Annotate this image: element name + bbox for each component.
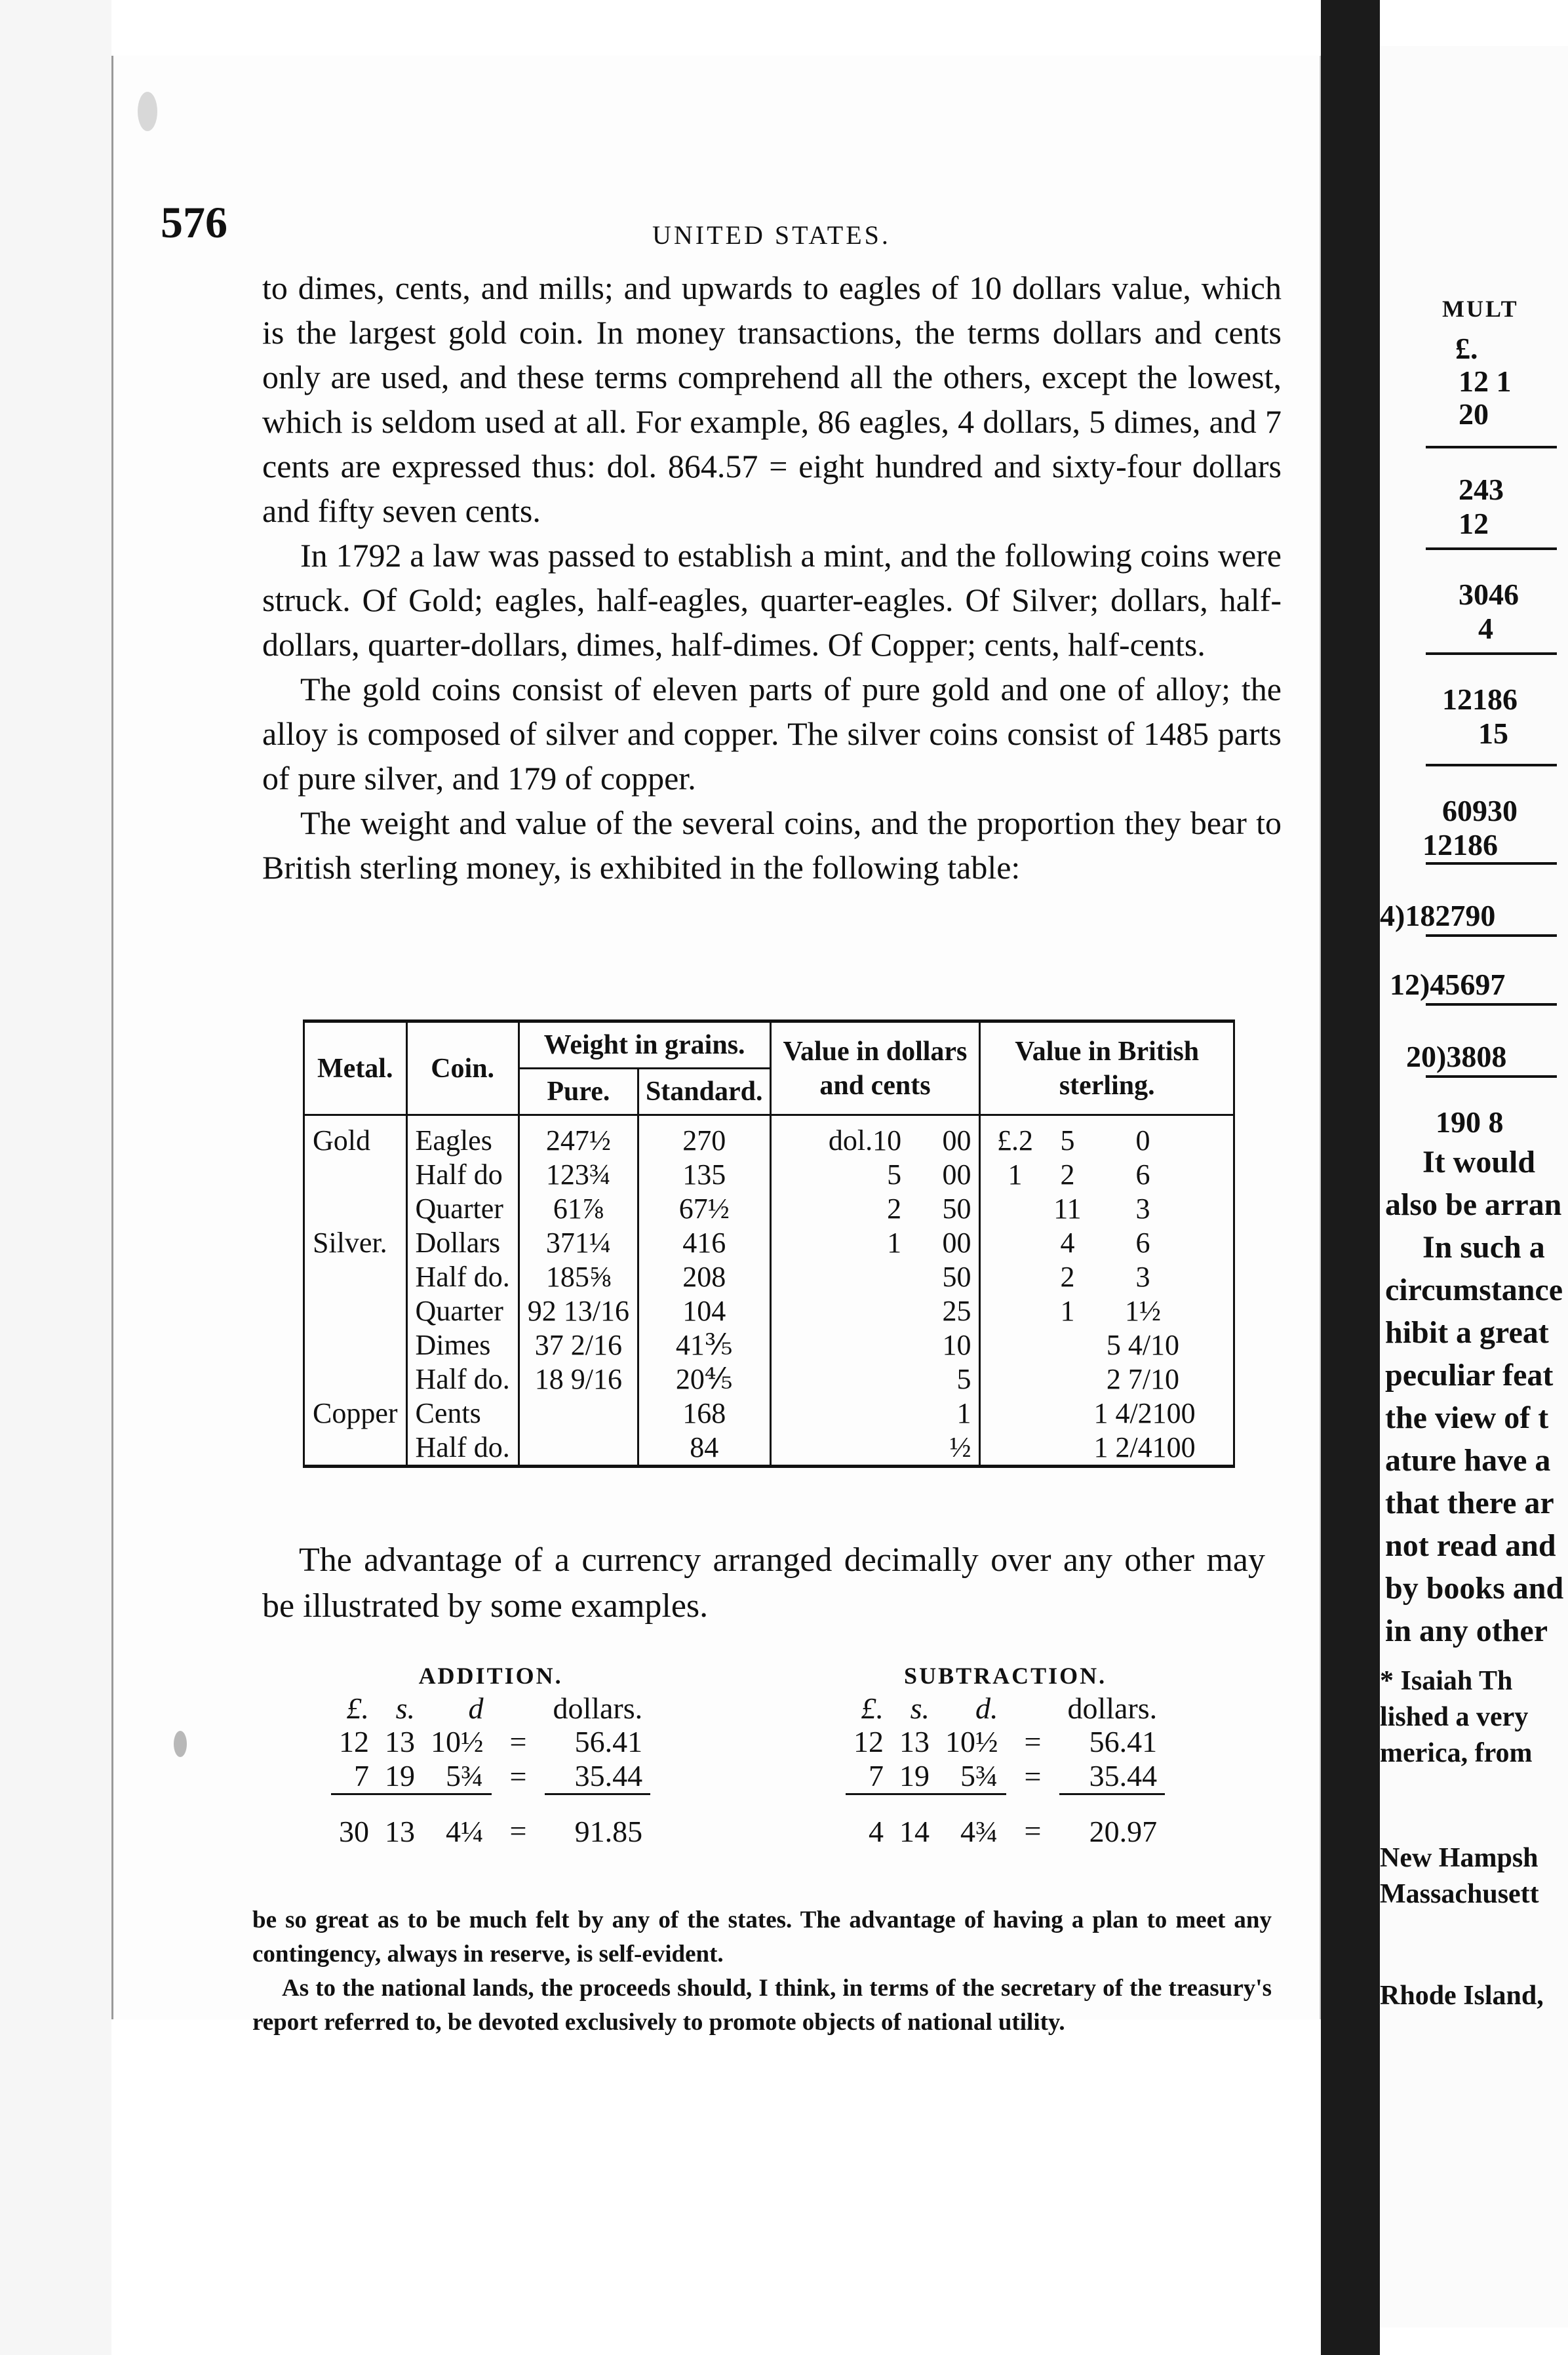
cell-pure: 37 2/16 [519, 1328, 638, 1362]
page-blemish [174, 1731, 187, 1757]
calculation-line: £. [1455, 332, 1478, 365]
cell-coin: Quarter [406, 1192, 519, 1226]
book-gutter [1321, 0, 1380, 2355]
coin-table-body [304, 1115, 1234, 1467]
sterling-pence: 5 4/10 [1106, 1329, 1180, 1361]
cell-coin: Cents [406, 1396, 519, 1431]
coin-row [304, 1158, 1234, 1192]
cell-dollars [770, 1192, 909, 1226]
footnote-text [252, 1903, 1272, 2040]
cell-metal: Silver. [304, 1226, 407, 1260]
sterling-pence: 1 2/4100 [1093, 1431, 1196, 1463]
cell-pure: 185⅝ [519, 1260, 638, 1294]
cell-sterling [980, 1115, 1234, 1158]
cell-standard: 20⅘ [638, 1362, 770, 1396]
unit: £. [861, 1692, 884, 1725]
facing-text-line: in any other [1385, 1613, 1548, 1648]
shillings: 13 [385, 1725, 415, 1758]
facing-text-line: peculiar feat [1385, 1358, 1554, 1393]
cell-sterling [980, 1192, 1234, 1226]
calculation-line: 3046 [1459, 578, 1519, 611]
unit: d [468, 1692, 484, 1725]
unit [492, 1692, 545, 1725]
calculation-line: 20)3808 [1406, 1040, 1507, 1073]
paragraph: The gold coins consist of eleven parts of pure gold and one of alloy; the alloy is composed of silver and copper. The silver coins consist of 1485 parts of pure silver, and 179 of copper. [262, 671, 1282, 797]
coin-table-grid [303, 1019, 1235, 1468]
cell-dollars [770, 1431, 909, 1467]
cell-metal [304, 1192, 407, 1226]
unit: dollars. [1067, 1692, 1158, 1725]
cell-cents: 00 [909, 1226, 980, 1260]
calculation-line: 15 [1478, 717, 1508, 750]
sterling-pounds: £.2 [996, 1124, 1033, 1157]
dollars: 35.44 [545, 1759, 650, 1794]
equals: = [1024, 1759, 1042, 1793]
pounds: 12 [853, 1725, 884, 1758]
cell-pure [519, 1431, 638, 1467]
cell-metal [304, 1362, 407, 1396]
sterling-pence: 3 [1135, 1261, 1150, 1293]
body-text [262, 266, 1282, 890]
unit: £. [346, 1692, 369, 1725]
calculation-line: 20 [1459, 397, 1489, 431]
facing-text-line: merica, from [1380, 1738, 1533, 1768]
dol-prefix: dol. [828, 1124, 873, 1157]
cell-sterling [980, 1226, 1234, 1260]
calculation-line: 12)45697 [1390, 968, 1506, 1001]
coin-row [304, 1192, 1234, 1226]
pounds-total: 30 [339, 1815, 369, 1848]
header-pure: Pure. [519, 1069, 638, 1115]
page-number: 576 [161, 197, 227, 247]
cell-pure: 61⅞ [519, 1192, 638, 1226]
subtraction-example [846, 1662, 1165, 1849]
facing-text-line: lished a very [1380, 1702, 1529, 1732]
equals: = [1024, 1725, 1042, 1758]
dollars: 56.41 [574, 1725, 643, 1758]
pence-total: 4¾ [960, 1815, 998, 1848]
page-blemish [138, 92, 157, 131]
calculation-line: 12186 [1442, 683, 1518, 716]
facing-text-line: Massachusett [1380, 1879, 1539, 1909]
cell-dollars [770, 1328, 909, 1362]
cell-cents: 1 [909, 1396, 980, 1431]
cell-standard: 135 [638, 1158, 770, 1192]
coin-row [304, 1431, 1234, 1467]
equals: = [1024, 1814, 1042, 1848]
calculation-line: 4 [1478, 612, 1493, 645]
header-coin: Coin. [406, 1021, 519, 1115]
cell-coin: Quarter [406, 1294, 519, 1328]
sterling-shillings: 11 [1053, 1193, 1082, 1225]
calculation-line: 12 1 [1459, 365, 1512, 398]
addition-table [331, 1692, 650, 1849]
pence-total: 4¼ [446, 1815, 484, 1848]
cell-pure [519, 1396, 638, 1431]
facing-text-line: that there ar [1385, 1486, 1554, 1520]
cell-metal [304, 1328, 407, 1362]
coin-row [304, 1362, 1234, 1396]
equals: = [509, 1759, 527, 1793]
sterling-pounds: 1 [1008, 1158, 1023, 1191]
footnote-paragraph: be so great as to be much felt by any of the states. The advantage of having a plan to meet any contingency, always in reserve, is self-evident. [252, 1907, 1272, 1968]
paragraph: The weight and value of the several coins, and the proportion they bear to British sterling money, is exhibited in the following table: [262, 804, 1282, 886]
cell-sterling [980, 1158, 1234, 1192]
calculation-line: 4)182790 [1380, 899, 1496, 932]
cell-metal: Gold [304, 1115, 407, 1158]
pence: 10½ [945, 1725, 998, 1758]
header-value-british: Value in British sterling. [980, 1021, 1234, 1115]
sterling-pence: 3 [1135, 1193, 1150, 1225]
subtraction-table [846, 1692, 1165, 1849]
coin-table [303, 1019, 1235, 1468]
cell-dollars [770, 1362, 909, 1396]
pounds: 7 [846, 1759, 892, 1794]
calculation-rule [1426, 862, 1557, 865]
cell-coin: Half do [406, 1158, 519, 1192]
sterling-shillings: 4 [1060, 1227, 1075, 1259]
calculation-rule [1426, 1075, 1557, 1078]
facing-text-line: the view of t [1385, 1400, 1549, 1435]
cell-coin: Half do. [406, 1362, 519, 1396]
paragraph: In 1792 a law was passed to establish a mint, and the following coins were struck. Of Gold; eagles, half-eagles, quarter-eagles. Of Silver; dollars, half-dollars, quarter-dollars, dimes, half-dimes. Of Copper; cents, half-cents. [262, 537, 1282, 663]
cell-pure: 92 13/16 [519, 1294, 638, 1328]
closing-paragraph [262, 1537, 1265, 1629]
cell-cents: 10 [909, 1328, 980, 1362]
facing-text-line: ature have a [1385, 1443, 1551, 1478]
calculation-line: 12 [1459, 507, 1489, 540]
coin-row [304, 1115, 1234, 1158]
cell-sterling [980, 1396, 1234, 1431]
cell-standard: 270 [638, 1115, 770, 1158]
sterling-pence: 2 7/10 [1106, 1363, 1180, 1395]
cell-cents: 25 [909, 1294, 980, 1328]
header-weight: Weight in grains. [519, 1021, 770, 1069]
cell-metal [304, 1294, 407, 1328]
calculation-line: 243 [1459, 473, 1504, 506]
pounds-total: 4 [869, 1815, 884, 1848]
coin-row [304, 1294, 1234, 1328]
cell-standard: 104 [638, 1294, 770, 1328]
header-value-dollars: Value in dollars and cents [770, 1021, 980, 1115]
unit [1006, 1692, 1060, 1725]
sterling-pence: 6 [1135, 1227, 1150, 1259]
coin-row [304, 1328, 1234, 1362]
facing-text-line: New Hampsh [1380, 1843, 1539, 1873]
cell-dollars [770, 1396, 909, 1431]
cell-metal [304, 1431, 407, 1467]
cell-dollars [770, 1115, 909, 1158]
cell-coin: Dollars [406, 1226, 519, 1260]
addition-title: ADDITION. [418, 1663, 563, 1689]
pounds: 12 [339, 1725, 369, 1758]
coin-row [304, 1226, 1234, 1260]
cell-coin: Half do. [406, 1260, 519, 1294]
dollar-amount: 5 [887, 1158, 902, 1191]
cell-standard: 67½ [638, 1192, 770, 1226]
scan-margin [0, 0, 111, 2355]
cell-standard: 168 [638, 1396, 770, 1431]
shillings: 19 [892, 1759, 937, 1794]
calculation-line: 12186 [1422, 828, 1498, 861]
cell-cents: 50 [909, 1260, 980, 1294]
cell-sterling [980, 1362, 1234, 1396]
calculation-line: 60930 [1442, 794, 1518, 827]
cell-sterling [980, 1260, 1234, 1294]
unit: s. [395, 1692, 415, 1725]
cell-standard: 208 [638, 1260, 770, 1294]
paragraph: to dimes, cents, and mills; and upwards to eagles of 10 dollars value, which is the largest gold coin. In money transactions, the terms dollars and cents only are used, and these terms comprehend all the others, except the lowest, which is seldom used at all. For example, 86 eagles, 4 dollars, 5 dimes, and 7 cents are expressed thus: dol. 864.57 = eight hundred and sixty-four dollars and fifty seven cents. [262, 269, 1282, 529]
cell-sterling [980, 1431, 1234, 1467]
cell-dollars [770, 1158, 909, 1192]
running-head: UNITED STATES. [652, 220, 891, 250]
equals: = [509, 1725, 527, 1758]
header-standard: Standard. [638, 1069, 770, 1115]
cell-pure: 18 9/16 [519, 1362, 638, 1396]
shillings-total: 14 [899, 1815, 930, 1848]
facing-header: MULT [1442, 296, 1519, 322]
calculation-rule [1426, 934, 1557, 937]
sterling-pence: 0 [1135, 1124, 1150, 1157]
sterling-shillings: 5 [1060, 1124, 1075, 1157]
dollars: 35.44 [1059, 1759, 1165, 1794]
cell-cents: 00 [909, 1158, 980, 1192]
cell-sterling [980, 1328, 1234, 1362]
facing-text-line: hibit a great [1385, 1315, 1549, 1350]
facing-text-line: It would [1422, 1145, 1536, 1179]
cell-pure: 371¼ [519, 1226, 638, 1260]
facing-text-line: by books and [1385, 1571, 1564, 1606]
calculation-rule [1426, 764, 1557, 766]
coin-row [304, 1260, 1234, 1294]
cell-pure: 247½ [519, 1115, 638, 1158]
facing-text-line: not read and [1385, 1528, 1556, 1563]
cell-dollars [770, 1260, 909, 1294]
dollars-total: 20.97 [1089, 1815, 1158, 1848]
cell-coin: Eagles [406, 1115, 519, 1158]
sterling-shillings: 2 [1060, 1158, 1075, 1191]
calculation-rule [1426, 652, 1557, 655]
cell-cents: 00 [909, 1115, 980, 1158]
cell-standard: 84 [638, 1431, 770, 1467]
sterling-shillings: 2 [1060, 1261, 1075, 1293]
sterling-pence: 6 [1135, 1158, 1150, 1191]
cell-coin: Dimes [406, 1328, 519, 1362]
sterling-pence: 1 4/2100 [1093, 1397, 1196, 1429]
facing-text-line: Rhode Island, [1380, 1981, 1544, 2011]
shillings-total: 13 [385, 1815, 415, 1848]
subtraction-title: SUBTRACTION. [904, 1663, 1107, 1689]
cell-cents: 50 [909, 1192, 980, 1226]
unit: dollars. [553, 1692, 643, 1725]
equals: = [509, 1814, 527, 1848]
shillings: 19 [377, 1759, 423, 1794]
cell-standard: 416 [638, 1226, 770, 1260]
cell-metal: Copper [304, 1396, 407, 1431]
pence: 5¾ [423, 1759, 492, 1794]
pence: 10½ [431, 1725, 484, 1758]
calculation-line: 190 8 [1436, 1105, 1504, 1139]
dollars: 56.41 [1089, 1725, 1158, 1758]
cell-pure: 123¾ [519, 1158, 638, 1192]
sterling-shillings: 1 [1060, 1295, 1075, 1327]
header-metal: Metal. [304, 1021, 407, 1115]
dollar-amount: 2 [887, 1193, 902, 1225]
calculation-rule [1426, 547, 1557, 550]
dollar-amount: 10 [872, 1124, 902, 1157]
cell-coin: Half do. [406, 1431, 519, 1467]
pounds: 7 [331, 1759, 377, 1794]
footnote-paragraph: As to the national lands, the proceeds should, I think, in terms of the secretary of the treasury's report referred to, be devoted exclusively to promote objects of national utility. [252, 1975, 1272, 2036]
paragraph: The advantage of a currency arranged decimally over any other may be illustrated by some examples. [262, 1541, 1265, 1625]
cell-cents: 5 [909, 1362, 980, 1396]
cell-cents: ½ [909, 1431, 980, 1467]
cell-metal [304, 1158, 407, 1192]
unit: d. [975, 1692, 998, 1725]
cell-sterling [980, 1294, 1234, 1328]
facing-text-line: In such a [1422, 1230, 1545, 1265]
cell-metal [304, 1260, 407, 1294]
calculation-rule [1426, 446, 1557, 448]
unit: s. [910, 1692, 930, 1725]
addition-example [331, 1662, 650, 1849]
sterling-pence: 1½ [1124, 1295, 1161, 1327]
facing-text-line: circumstance [1385, 1273, 1563, 1307]
shillings: 13 [899, 1725, 930, 1758]
coin-row [304, 1396, 1234, 1431]
cell-dollars [770, 1294, 909, 1328]
dollar-amount: 1 [887, 1227, 902, 1259]
pence: 5¾ [937, 1759, 1006, 1794]
calculation-rule [1426, 1003, 1557, 1006]
facing-page [1380, 46, 1568, 2327]
facing-text-line: also be arran [1385, 1187, 1562, 1222]
cell-standard: 41⅗ [638, 1328, 770, 1362]
dollars-total: 91.85 [574, 1815, 643, 1848]
facing-text-line: * Isaiah Th [1380, 1666, 1513, 1696]
cell-dollars [770, 1226, 909, 1260]
